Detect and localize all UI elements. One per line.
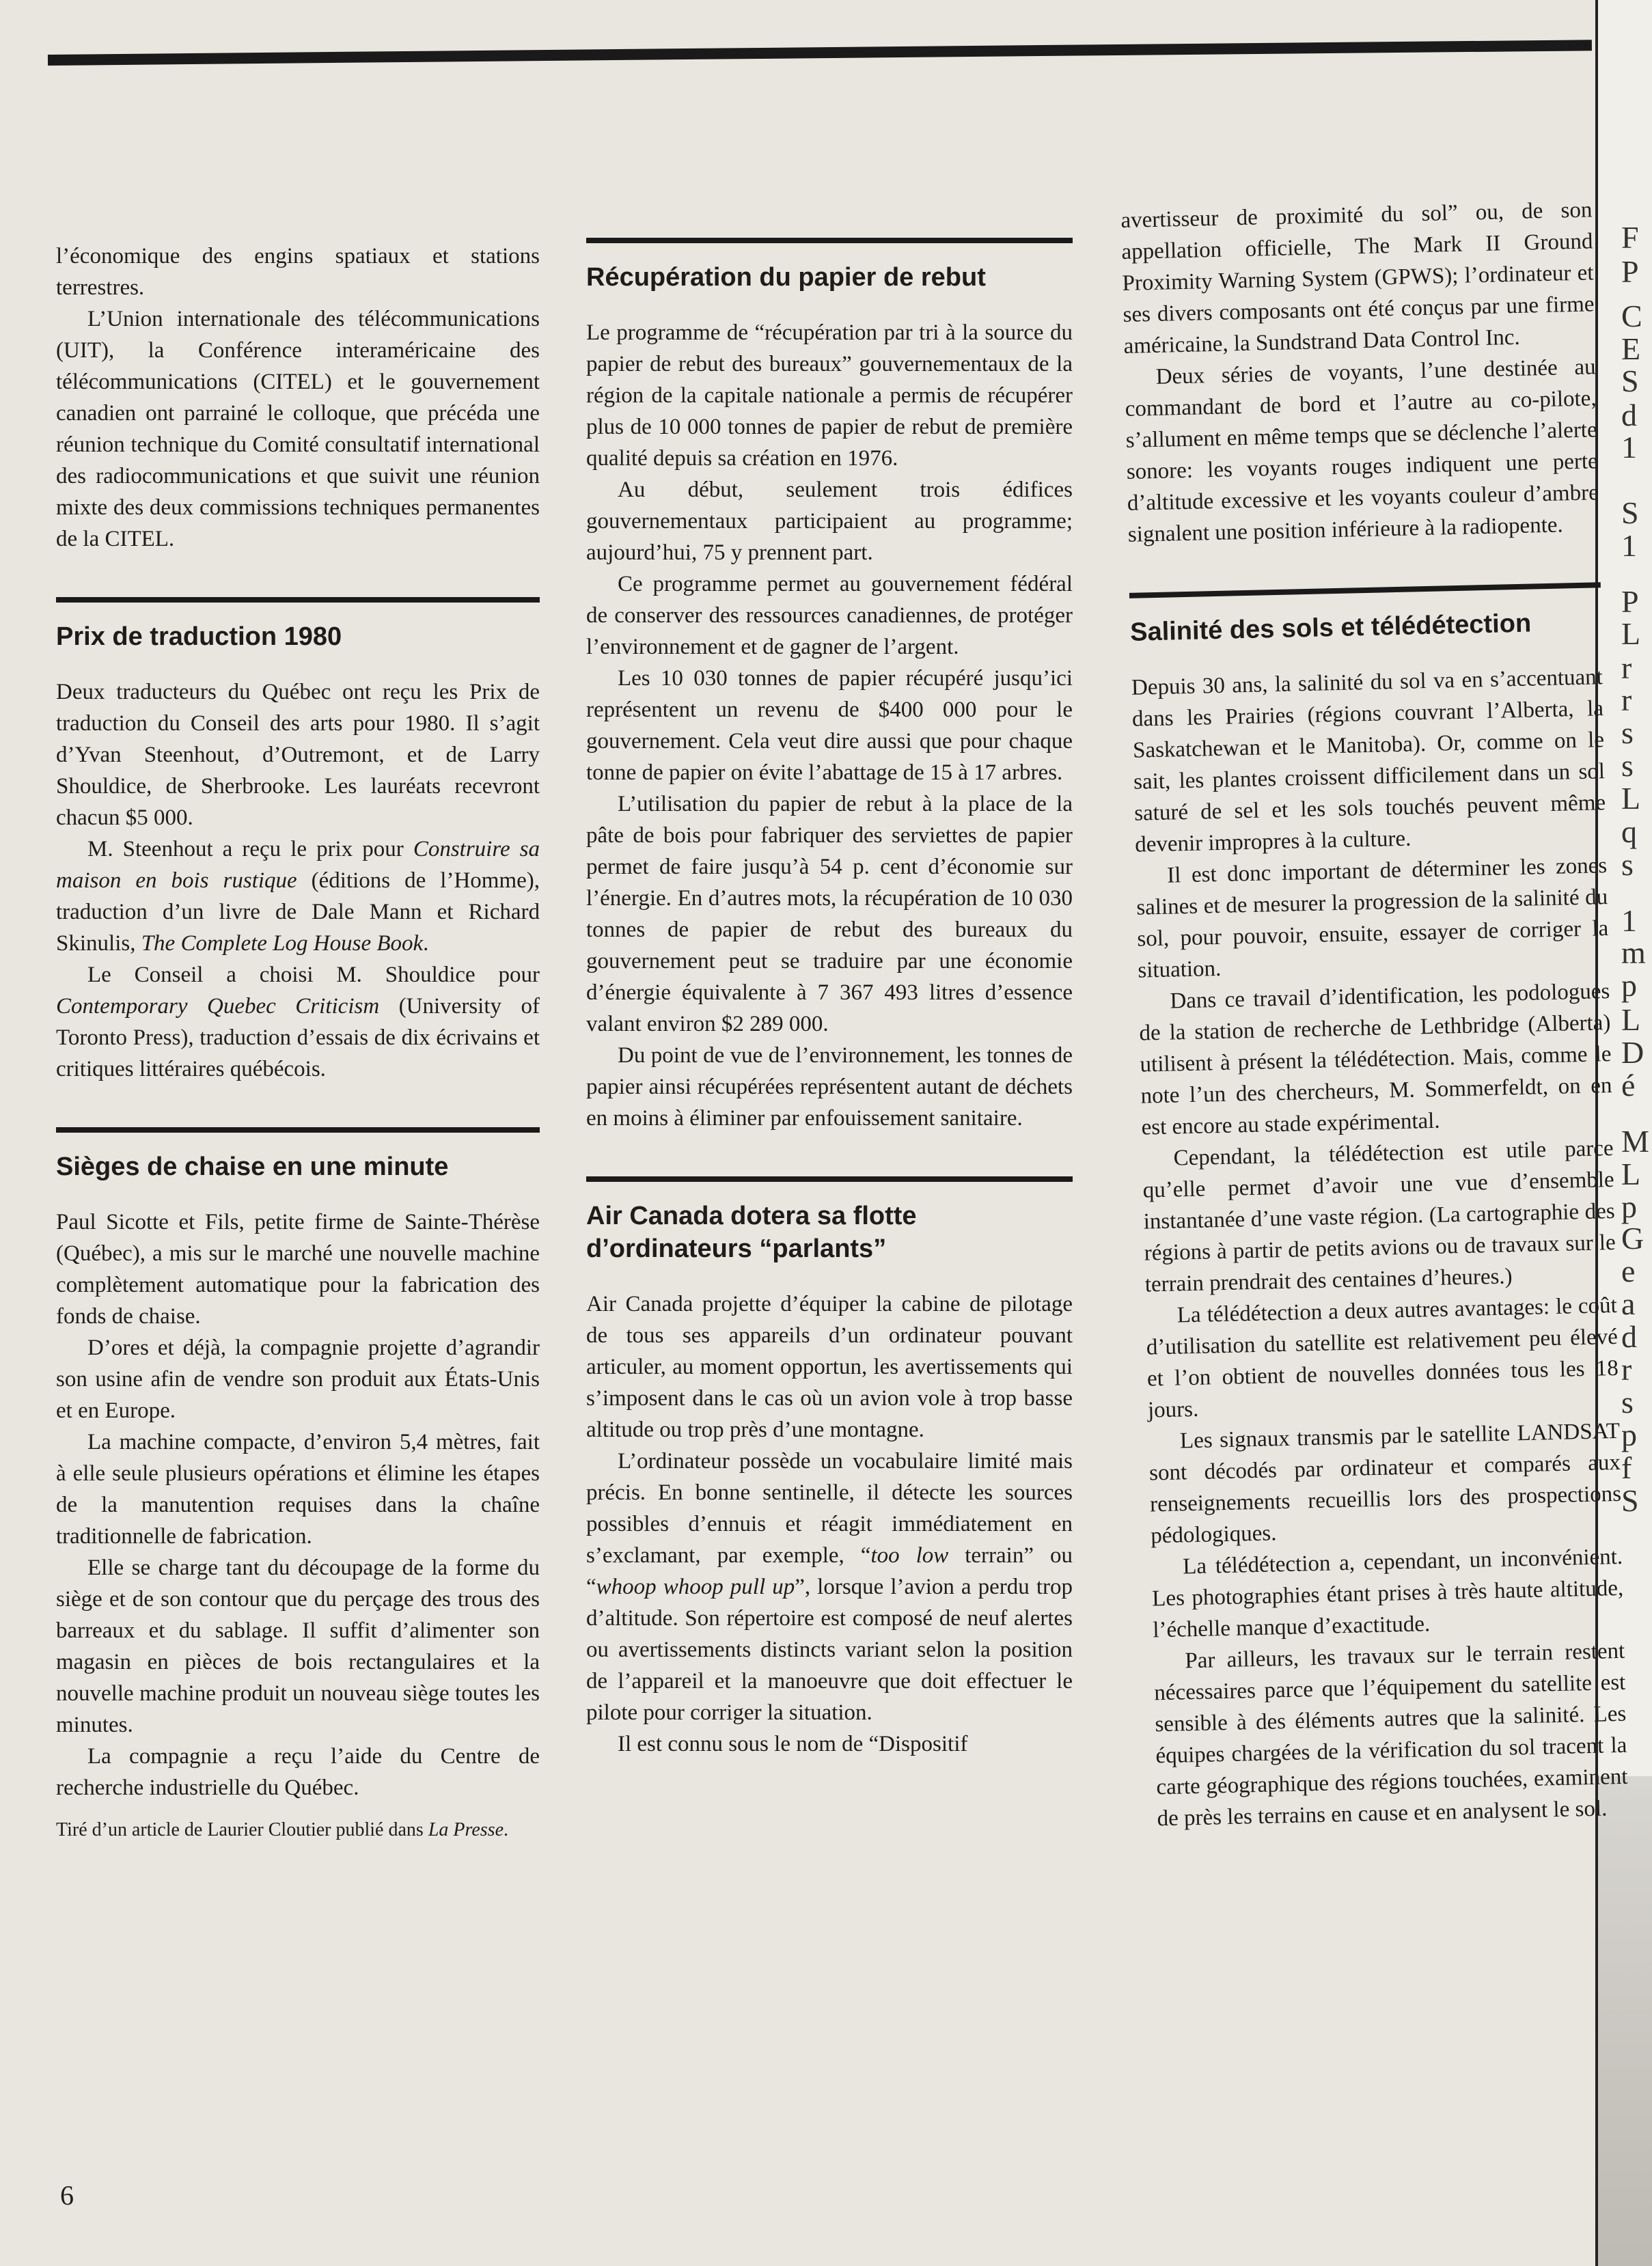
adjacent-page-letter: s: [1621, 715, 1634, 750]
article-credit: Tiré d’un article de Laurier Cloutier publié dans La Presse.: [56, 1819, 508, 1840]
adjacent-page-letter: p: [1621, 968, 1637, 1003]
article-title: Récupération du papier de rebut: [586, 263, 986, 292]
adjacent-page-letter: é: [1621, 1068, 1636, 1103]
article-prix-de-traduction: [56, 597, 540, 1085]
book-title: Contemporary Quebec Criticism: [56, 994, 380, 1019]
article-paragraph: Le Conseil a choisi M. Shouldice pour Contemporary Quebec Criticism (University of Toronto Press), traduction d’essais de dix écrivains et critiques littéraires québécois.: [56, 963, 540, 1081]
adjacent-page-letter: S: [1621, 363, 1639, 398]
article-paragraph: Elle se charge tant du découpage de la forme du siège et de son contour que du perçage des trous des barreaux et du sablage. Il suffit d’alimenter son magasin en pièces de bois rectangulaires et la nouvelle machine produit un nouveau siège toutes les minutes.: [56, 1556, 540, 1737]
book-title: Construire sa maison en bois rustique: [56, 837, 540, 893]
adjacent-page-letter: p: [1621, 1418, 1637, 1452]
article-paragraph: Par ailleurs, les travaux sur le terrain restent nécessaires parce que l’équipement du satellite est sensible à des éléments autres que la salinité. Les équipes chargées de la vérification du sol tracent la carte géographique des régions touchées, examinent de près les terrains en cause et en analysent le sol.: [1154, 1638, 1628, 1832]
adjacent-page-shadow: [1598, 1776, 1652, 2266]
adjacent-page-letter: G: [1621, 1221, 1644, 1256]
quoted-alert: whoop whoop pull up: [596, 1575, 795, 1599]
article-paragraph: Cependant, la télédétection est utile parce qu’elle permet d’avoir une vue d’ensemble instantanée d’une vaste région. (La cartographie des régions à partir de petits avions ou de travaux sur le terrain prendrait des centaines d’heures.): [1142, 1135, 1616, 1297]
article-title: Prix de traduction 1980: [56, 622, 342, 651]
article-paragraph: Dans ce travail d’identification, les podologues de la station de recherche de Lethbridge (Alberta) utilisent à présent la télédétection. Mais, comme le note l’un des chercheurs, M. Sommerfeldt, on en est encore au stade expérimental.: [1139, 979, 1612, 1140]
adjacent-page-letter: C: [1621, 299, 1642, 333]
adjacent-page-letter: F: [1621, 220, 1639, 255]
article-salinite-des-sols: [1129, 582, 1629, 1834]
page-number: 6: [60, 2180, 74, 2211]
adjacent-page-letter: S: [1621, 1483, 1639, 1518]
adjacent-page-letter: p: [1621, 1189, 1637, 1224]
adjacent-page-letter: P: [1621, 254, 1639, 289]
article-paragraph: Les signaux transmis par le satellite LANDSAT sont décodés par ordinateur et comparés aux renseignements recueillis lors des prospections pédologiques.: [1148, 1418, 1622, 1549]
continued-paragraph: Deux séries de voyants, l’une destinée au commandant de bord et l’autre au co-pilote, s’allument en même temps que se déclenche l’alerte sonore: les voyants rouges indiquent une perte d’altitude excessive et les voyants couleur d’ambre signalent une position inférieure à la radiopente.: [1125, 355, 1599, 547]
article-paragraph: Les 10 030 tonnes de papier récupéré jusqu’ici représentent un revenu de $400 000 pour le gouvernement. Cela veut dire aussi que pour chaque tonne de papier on évite l’abattage de 15 à 17 arbres.: [586, 666, 1073, 785]
adjacent-page-letter: m: [1621, 935, 1646, 970]
top-rule: [48, 40, 1592, 66]
adjacent-page-letter: r: [1621, 682, 1632, 717]
adjacent-page-letter: e: [1621, 1254, 1636, 1288]
article-title: Salinité des sols et télédétection: [1129, 609, 1532, 647]
column-2: [586, 238, 1073, 1760]
adjacent-page-letter: q: [1621, 814, 1637, 849]
article-sieges-de-chaise: [56, 1127, 540, 1844]
adjacent-page-letter: S: [1621, 495, 1639, 530]
adjacent-page-letter: L: [1621, 616, 1641, 651]
article-paragraph: L’utilisation du papier de rebut à la place de la pâte de bois pour fabriquer des serviettes de papier permet de faire jusqu’à 54 p. cent d’économie sur l’énergie. En d’autres mots, la récupération de 10 030 tonnes de papier de rebut des bureaux du gouvernement peut se traduire par une économie d’énergie équivalente à 7 367 493 litres d’essence valant environ $2 289 000.: [586, 792, 1073, 1036]
article-paragraph: La compagnie a reçu l’aide du Centre de recherche industrielle du Québec.: [56, 1744, 540, 1800]
section-rule: [56, 597, 540, 603]
article-recuperation-papier: [586, 238, 1073, 1134]
quoted-alert: too low: [870, 1543, 949, 1568]
adjacent-page-letter: L: [1621, 1157, 1641, 1191]
adjacent-page-letter: s: [1621, 1385, 1634, 1420]
adjacent-page-letter: E: [1621, 331, 1641, 366]
article-paragraph: Deux traducteurs du Québec ont reçu les Prix de traduction du Conseil des arts pour 1980. Il s’agit d’Yvan Steenhout, d’Outremont, et de Larry Shouldice, de Sherbrooke. Les lauréats recevront chacun $5 000.: [56, 680, 540, 830]
article-paragraph: Le programme de “récupération par tri à la source du papier de rebut des bureaux” gouvernementaux de la région de la capitale nationale a permis de récupérer plus de 10 000 tonnes de papier de rebut de première qualité depuis sa création en 1976.: [586, 320, 1073, 471]
adjacent-page-letter: s: [1621, 847, 1634, 882]
article-paragraph: La télédétection a, cependant, un inconvénient. Les photographies étant prises à très haute altitude, l’échelle manque d’exactitude.: [1151, 1544, 1624, 1643]
adjacent-page-letter: 1: [1621, 903, 1637, 938]
section-rule: [1129, 582, 1601, 598]
article-paragraph: Il est connu sous le nom de “Dispositif: [618, 1732, 968, 1756]
adjacent-page-letter: P: [1621, 584, 1639, 619]
adjacent-page-letter: s: [1621, 748, 1634, 783]
article-air-canada: [586, 1176, 1073, 1760]
article-paragraph: Depuis 30 ans, la salinité du sol va en s’accentuant dans les Prairies (régions couvrant l’Alberta, la Saskatchewan et le Manitoba). Or, comme on le sait, les plantes croissent difficilement dans un sol saturé de sel et les sols touchés peuvent même devenir impropres à la culture.: [1131, 665, 1606, 857]
article-paragraph: D’ores et déjà, la compagnie projette d’agrandir son usine afin de vendre son produit aux États-Unis et en Europe.: [56, 1336, 540, 1423]
adjacent-page-letter: d: [1621, 1319, 1637, 1354]
article-paragraph: M. Steenhout a reçu le prix pour Construire sa maison en bois rustique (éditions de l’Homme), traduction d’un livre de Dale Mann et Richard Skinulis, The Complete Log House Book.: [56, 837, 540, 956]
section-rule: [586, 238, 1073, 243]
adjacent-page-letter: M: [1621, 1124, 1649, 1159]
article-paragraph: L’ordinateur possède un vocabulaire limité mais précis. En bonne sentinelle, il détecte les sources possibles d’ennuis et réagit immédiatement en s’exclamant, par exemple, “too low terrain” ou “whoop whoop pull up”, lorsque l’avion a perdu trop d’altitude. Son répertoire est composé de neuf alertes ou avertissements distincts variant selon la position de l’appareil et la manoeuvre que doit effectuer le pilote pour corriger la situation.: [586, 1449, 1073, 1725]
adjacent-page-letter: d: [1621, 398, 1637, 432]
adjacent-page-letter: 1: [1621, 528, 1637, 563]
article-title: Sièges de chaise en une minute: [56, 1152, 449, 1181]
adjacent-page-letter: f: [1621, 1450, 1632, 1485]
column-3-content: [1120, 194, 1629, 1834]
book-title: The Complete Log House Book: [141, 931, 424, 956]
continued-paragraph: avertisseur de proximité du sol” ou, de son appellation officielle, The Mark II Ground Proximity Warning System (GPWS); l’ordinateur et ses divers composants ont été conçus par une firme américaine, la Sundstrand Data Control Inc.: [1120, 197, 1595, 359]
article-paragraph: Air Canada projette d’équiper la cabine de pilotage de tous ses appareils d’un ordinateur pouvant articuler, au moment opportun, les avertissements qui s’imposent dans le cas où un avion vole à trop basse altitude ou trop près d’une montagne.: [586, 1292, 1073, 1442]
article-paragraph: Ce programme permet au gouvernement fédéral de conserver des ressources canadiennes, de protéger l’environnement et de gagner de l’argent.: [586, 572, 1073, 659]
source-name: La Presse: [428, 1819, 504, 1840]
adjacent-page-letter: L: [1621, 781, 1641, 816]
column-1: [56, 240, 540, 1844]
article-paragraph: Paul Sicotte et Fils, petite firme de Sainte-Thérèse (Québec), a mis sur le marché une nouvelle machine complètement automatique pour la fabrication des fonds de chaise.: [56, 1210, 540, 1329]
adjacent-page-letter: a: [1621, 1286, 1636, 1321]
article-paragraph: Il est donc important de déterminer les zones salines et de mesurer la progression de la salinité du sol, pour pouvoir, ensuite, essayer de corriger la situation.: [1135, 853, 1609, 983]
adjacent-page-letter: 1: [1621, 430, 1637, 465]
article-title: Air Canada dotera sa flotte d’ordinateurs “parlants”: [586, 1202, 917, 1263]
intro-paragraph-1: l’économique des engins spatiaux et stations terrestres.: [56, 244, 540, 300]
section-rule: [56, 1127, 540, 1133]
adjacent-page-letter: r: [1621, 650, 1632, 685]
section-rule: [586, 1176, 1073, 1182]
article-paragraph: La télédétection a deux autres avantages: le coût d’utilisation du satellite est relativement peu élevé et l’on obtient de nouvelles données tous les 18 jours.: [1146, 1293, 1619, 1423]
intro-paragraph-2: L’Union internationale des télécommunications (UIT), la Conférence interaméricaine des télécommunications (CITEL) et le gouvernement canadien ont parrainé le colloque, que précéda une réunion technique du Comité consultatif international des radiocommunications et que suivit une réunion mixte des deux commissions techniques permanentes de la CITEL.: [56, 307, 540, 551]
article-paragraph: Du point de vue de l’environnement, les tonnes de papier ainsi récupérées représentent autant de déchets en moins à éliminer par enfouissement sanitaire.: [586, 1043, 1073, 1131]
column-3: [1120, 197, 1628, 1835]
adjacent-page-letter: D: [1621, 1035, 1644, 1070]
article-paragraph: Au début, seulement trois édifices gouvernementaux participaient au programme; aujourd’hui, 75 y prennent part.: [586, 478, 1073, 565]
article-paragraph: La machine compacte, d’environ 5,4 mètres, fait à elle seule plusieurs opérations et élimine les étapes de la manutention requises dans la chaîne traditionnelle de fabrication.: [56, 1430, 540, 1549]
adjacent-page-letter: r: [1621, 1352, 1632, 1387]
adjacent-page-letter: L: [1621, 1002, 1641, 1037]
